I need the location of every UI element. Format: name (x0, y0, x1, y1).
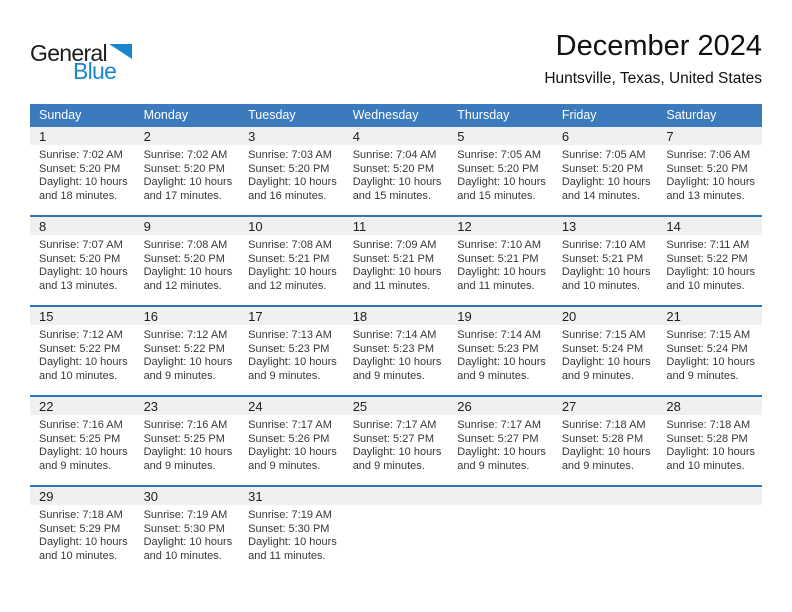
day-daylight1-text: Daylight: 10 hours (143, 266, 233, 279)
day-details (239, 505, 344, 563)
day-number: 4 (344, 127, 449, 145)
day-number: 22 (30, 397, 135, 415)
day-number: 5 (448, 127, 553, 145)
day-number: 10 (239, 217, 344, 235)
day-cell (448, 127, 553, 216)
day-daylight1-text: Daylight: 10 hours (457, 266, 546, 279)
day-details (448, 145, 553, 203)
day-details (30, 325, 135, 383)
day-number (344, 487, 449, 505)
day-daylight1-text: Daylight: 10 hours (143, 356, 233, 369)
day-sunrise-text: Sunrise: 7:17 AM (352, 419, 437, 431)
day-daylight2-text: and 9 minutes. (248, 459, 321, 472)
day-number: 26 (448, 397, 553, 415)
day-sunset-text: Sunset: 5:20 PM (352, 162, 435, 175)
day-sunrise-text: Sunrise: 7:16 AM (39, 419, 123, 431)
day-daylight2-text: and 15 minutes. (457, 189, 536, 202)
day-details (657, 235, 762, 293)
day-cell (657, 396, 762, 486)
day-sunset-text: Sunset: 5:22 PM (666, 252, 748, 265)
day-daylight2-text: and 14 minutes. (561, 189, 641, 202)
day-sunset-text: Sunset: 5:27 PM (352, 432, 435, 445)
logo-triangle-icon (109, 44, 132, 59)
day-number: 14 (657, 217, 762, 235)
day-number: 31 (239, 487, 344, 505)
day-cell (30, 396, 135, 486)
week-row (30, 486, 762, 575)
day-sunrise-text: Sunrise: 7:19 AM (248, 509, 332, 521)
weekday-header-thursday: Thursday (448, 104, 553, 127)
day-sunset-text: Sunset: 5:28 PM (561, 432, 644, 445)
day-daylight1-text: Daylight: 10 hours (143, 536, 233, 549)
day-daylight1-text: Daylight: 10 hours (666, 356, 756, 369)
day-number (448, 487, 553, 505)
day-number: 13 (553, 217, 658, 235)
day-sunrise-text: Sunrise: 7:02 AM (143, 149, 228, 161)
day-daylight2-text: and 11 minutes. (248, 549, 326, 562)
day-cell (30, 486, 135, 575)
day-sunset-text: Sunset: 5:30 PM (143, 522, 225, 535)
weekday-header-sunday: Sunday (30, 104, 135, 127)
day-sunset-text: Sunset: 5:20 PM (457, 162, 539, 175)
day-details (553, 415, 658, 473)
day-number: 27 (553, 397, 658, 415)
day-daylight1-text: Daylight: 10 hours (143, 446, 233, 459)
day-cell (239, 216, 344, 306)
day-daylight2-text: and 9 minutes. (248, 369, 321, 382)
day-sunset-text: Sunset: 5:22 PM (143, 342, 225, 355)
day-sunset-text: Sunset: 5:23 PM (352, 342, 435, 355)
day-daylight2-text: and 10 minutes. (39, 369, 118, 382)
day-daylight1-text: Daylight: 10 hours (561, 446, 651, 459)
day-number: 23 (135, 397, 240, 415)
day-number: 6 (553, 127, 658, 145)
day-cell (135, 306, 240, 396)
day-details (135, 145, 240, 203)
day-details (239, 415, 344, 473)
day-sunrise-text: Sunrise: 7:07 AM (39, 239, 123, 251)
day-number: 30 (135, 487, 240, 505)
day-cell (657, 306, 762, 396)
day-cell (448, 306, 553, 396)
day-daylight2-text: and 12 minutes. (143, 279, 222, 292)
day-details (448, 415, 553, 473)
day-daylight1-text: Daylight: 10 hours (39, 176, 128, 189)
weekday-header-tuesday: Tuesday (239, 104, 344, 127)
day-sunset-text: Sunset: 5:24 PM (561, 342, 644, 355)
weekday-header-row (30, 104, 762, 127)
day-sunrise-text: Sunrise: 7:03 AM (248, 149, 332, 161)
day-daylight2-text: and 9 minutes. (39, 459, 112, 472)
day-sunset-text: Sunset: 5:23 PM (457, 342, 539, 355)
day-cell (135, 127, 240, 216)
day-sunset-text: Sunset: 5:20 PM (39, 162, 121, 175)
day-daylight1-text: Daylight: 10 hours (457, 176, 546, 189)
day-daylight1-text: Daylight: 10 hours (248, 536, 337, 549)
day-sunrise-text: Sunrise: 7:09 AM (352, 239, 437, 251)
day-sunset-text: Sunset: 5:30 PM (248, 522, 330, 535)
day-sunset-text: Sunset: 5:20 PM (666, 162, 748, 175)
day-daylight1-text: Daylight: 10 hours (352, 266, 442, 279)
weekday-header-wednesday: Wednesday (344, 104, 449, 127)
day-cell (135, 486, 240, 575)
day-sunset-text: Sunset: 5:23 PM (248, 342, 330, 355)
day-details (553, 325, 658, 383)
day-daylight2-text: and 9 minutes. (352, 369, 425, 382)
day-number: 11 (344, 217, 449, 235)
day-sunrise-text: Sunrise: 7:18 AM (39, 509, 123, 521)
weekday-header-friday: Friday (553, 104, 658, 127)
day-details (135, 235, 240, 293)
day-details (30, 505, 135, 563)
day-sunrise-text: Sunrise: 7:04 AM (352, 149, 437, 161)
day-details (344, 235, 449, 293)
day-sunrise-text: Sunrise: 7:16 AM (143, 419, 228, 431)
day-sunset-text: Sunset: 5:20 PM (39, 252, 121, 265)
day-sunrise-text: Sunrise: 7:02 AM (39, 149, 123, 161)
day-details (344, 415, 449, 473)
day-sunset-text: Sunset: 5:20 PM (143, 252, 225, 265)
calendar-table (30, 104, 762, 575)
day-daylight2-text: and 12 minutes. (248, 279, 327, 292)
day-daylight2-text: and 9 minutes. (561, 369, 634, 382)
weekday-header-saturday: Saturday (657, 104, 762, 127)
day-details (135, 505, 240, 563)
day-sunrise-text: Sunrise: 7:10 AM (561, 239, 646, 251)
day-cell (30, 127, 135, 216)
day-details (448, 325, 553, 383)
day-daylight1-text: Daylight: 10 hours (39, 266, 128, 279)
day-number: 28 (657, 397, 762, 415)
day-number: 3 (239, 127, 344, 145)
day-sunrise-text: Sunrise: 7:15 AM (666, 329, 751, 341)
day-sunset-text: Sunset: 5:27 PM (457, 432, 539, 445)
day-daylight2-text: and 10 minutes. (561, 279, 641, 292)
day-sunrise-text: Sunrise: 7:18 AM (561, 419, 646, 431)
day-cell (344, 216, 449, 306)
day-daylight2-text: and 9 minutes. (352, 459, 425, 472)
day-sunrise-text: Sunrise: 7:11 AM (666, 239, 750, 251)
day-daylight2-text: and 16 minutes. (248, 189, 327, 202)
day-number (657, 487, 762, 505)
day-sunrise-text: Sunrise: 7:08 AM (248, 239, 332, 251)
day-sunrise-text: Sunrise: 7:14 AM (457, 329, 542, 341)
day-sunset-text: Sunset: 5:21 PM (352, 252, 435, 265)
day-details (30, 235, 135, 293)
day-sunrise-text: Sunrise: 7:05 AM (457, 149, 542, 161)
day-daylight2-text: and 13 minutes. (39, 279, 118, 292)
day-number: 12 (448, 217, 553, 235)
day-cell (553, 127, 658, 216)
day-details (553, 235, 658, 293)
day-sunrise-text: Sunrise: 7:06 AM (666, 149, 751, 161)
general-blue-logo (30, 40, 150, 86)
day-number: 7 (657, 127, 762, 145)
day-cell (657, 127, 762, 216)
day-sunset-text: Sunset: 5:21 PM (457, 252, 539, 265)
day-number: 25 (344, 397, 449, 415)
day-daylight2-text: and 10 minutes. (666, 459, 745, 472)
day-sunset-text: Sunset: 5:29 PM (39, 522, 121, 535)
day-daylight2-text: and 13 minutes. (666, 189, 745, 202)
day-daylight2-text: and 18 minutes. (39, 189, 118, 202)
day-sunset-text: Sunset: 5:21 PM (248, 252, 330, 265)
day-daylight2-text: and 11 minutes. (457, 279, 535, 292)
day-number: 15 (30, 307, 135, 325)
day-details (657, 145, 762, 203)
empty-day-cell (448, 486, 553, 575)
day-number: 16 (135, 307, 240, 325)
logo-text-blue: Blue (73, 58, 117, 84)
day-details (30, 145, 135, 203)
day-cell (135, 216, 240, 306)
day-daylight1-text: Daylight: 10 hours (248, 266, 337, 279)
day-sunrise-text: Sunrise: 7:18 AM (666, 419, 751, 431)
day-number: 1 (30, 127, 135, 145)
day-sunset-text: Sunset: 5:22 PM (39, 342, 121, 355)
page-subtitle: Huntsville, Texas, United States (544, 70, 762, 87)
day-daylight2-text: and 9 minutes. (561, 459, 634, 472)
weekday-header-monday: Monday (135, 104, 240, 127)
day-sunrise-text: Sunrise: 7:12 AM (39, 329, 123, 341)
day-daylight2-text: and 10 minutes. (666, 279, 745, 292)
day-details (239, 235, 344, 293)
day-cell (553, 216, 658, 306)
day-cell (553, 396, 658, 486)
day-sunset-text: Sunset: 5:20 PM (561, 162, 644, 175)
day-cell (239, 306, 344, 396)
day-cell (239, 486, 344, 575)
day-details (135, 415, 240, 473)
day-number: 24 (239, 397, 344, 415)
day-sunrise-text: Sunrise: 7:13 AM (248, 329, 332, 341)
day-daylight2-text: and 15 minutes. (352, 189, 431, 202)
day-daylight2-text: and 11 minutes. (352, 279, 431, 292)
day-details (448, 235, 553, 293)
empty-day-cell (344, 486, 449, 575)
day-number: 19 (448, 307, 553, 325)
day-sunset-text: Sunset: 5:21 PM (561, 252, 644, 265)
day-daylight1-text: Daylight: 10 hours (352, 176, 442, 189)
day-daylight1-text: Daylight: 10 hours (352, 446, 442, 459)
day-cell (448, 216, 553, 306)
day-number: 9 (135, 217, 240, 235)
week-row (30, 127, 762, 216)
title-block (544, 30, 762, 88)
day-daylight1-text: Daylight: 10 hours (561, 356, 651, 369)
day-daylight1-text: Daylight: 10 hours (561, 266, 651, 279)
empty-day-cell (657, 486, 762, 575)
day-daylight1-text: Daylight: 10 hours (248, 356, 337, 369)
day-sunrise-text: Sunrise: 7:05 AM (561, 149, 646, 161)
day-daylight1-text: Daylight: 10 hours (457, 356, 546, 369)
day-daylight2-text: and 9 minutes. (457, 369, 530, 382)
logo-text-general: General (30, 40, 107, 66)
day-daylight1-text: Daylight: 10 hours (39, 536, 128, 549)
day-sunset-text: Sunset: 5:25 PM (39, 432, 121, 445)
day-number: 29 (30, 487, 135, 505)
day-cell (448, 396, 553, 486)
day-cell (553, 306, 658, 396)
day-sunset-text: Sunset: 5:24 PM (666, 342, 748, 355)
day-details (657, 415, 762, 473)
day-details (135, 325, 240, 383)
day-sunset-text: Sunset: 5:26 PM (248, 432, 330, 445)
day-sunrise-text: Sunrise: 7:15 AM (561, 329, 646, 341)
day-daylight2-text: and 10 minutes. (143, 549, 222, 562)
day-daylight2-text: and 9 minutes. (457, 459, 530, 472)
day-number: 18 (344, 307, 449, 325)
day-daylight1-text: Daylight: 10 hours (561, 176, 651, 189)
day-number: 21 (657, 307, 762, 325)
day-daylight1-text: Daylight: 10 hours (457, 446, 546, 459)
day-daylight1-text: Daylight: 10 hours (39, 446, 128, 459)
day-daylight2-text: and 9 minutes. (666, 369, 739, 382)
day-details (239, 325, 344, 383)
day-sunset-text: Sunset: 5:28 PM (666, 432, 748, 445)
day-number: 8 (30, 217, 135, 235)
week-row (30, 306, 762, 396)
day-daylight2-text: and 17 minutes. (143, 189, 222, 202)
page-title: December 2024 (555, 30, 762, 62)
day-number: 20 (553, 307, 658, 325)
day-cell (30, 306, 135, 396)
day-details (344, 325, 449, 383)
day-daylight1-text: Daylight: 10 hours (352, 356, 442, 369)
day-cell (239, 396, 344, 486)
day-details (239, 145, 344, 203)
day-details (553, 145, 658, 203)
day-details (344, 145, 449, 203)
day-daylight2-text: and 10 minutes. (39, 549, 118, 562)
day-cell (135, 396, 240, 486)
day-cell (344, 396, 449, 486)
day-daylight1-text: Daylight: 10 hours (143, 176, 233, 189)
week-row (30, 396, 762, 486)
day-sunrise-text: Sunrise: 7:10 AM (457, 239, 542, 251)
day-sunset-text: Sunset: 5:20 PM (143, 162, 225, 175)
day-cell (30, 216, 135, 306)
week-row (30, 216, 762, 306)
day-daylight1-text: Daylight: 10 hours (666, 446, 756, 459)
day-sunrise-text: Sunrise: 7:08 AM (143, 239, 228, 251)
empty-day-cell (553, 486, 658, 575)
day-daylight2-text: and 9 minutes. (143, 369, 216, 382)
day-daylight1-text: Daylight: 10 hours (666, 266, 756, 279)
day-sunset-text: Sunset: 5:25 PM (143, 432, 225, 445)
day-daylight1-text: Daylight: 10 hours (248, 446, 337, 459)
day-details (657, 325, 762, 383)
day-daylight1-text: Daylight: 10 hours (248, 176, 337, 189)
day-cell (239, 127, 344, 216)
day-cell (657, 216, 762, 306)
day-cell (344, 306, 449, 396)
day-sunrise-text: Sunrise: 7:17 AM (248, 419, 332, 431)
day-sunrise-text: Sunrise: 7:12 AM (143, 329, 228, 341)
day-sunset-text: Sunset: 5:20 PM (248, 162, 330, 175)
day-daylight1-text: Daylight: 10 hours (39, 356, 128, 369)
day-daylight2-text: and 9 minutes. (143, 459, 216, 472)
day-number (553, 487, 658, 505)
day-sunrise-text: Sunrise: 7:19 AM (143, 509, 228, 521)
day-sunrise-text: Sunrise: 7:14 AM (352, 329, 437, 341)
day-number: 2 (135, 127, 240, 145)
calendar-body (30, 127, 762, 575)
day-daylight1-text: Daylight: 10 hours (666, 176, 756, 189)
day-cell (344, 127, 449, 216)
day-number: 17 (239, 307, 344, 325)
day-sunrise-text: Sunrise: 7:17 AM (457, 419, 542, 431)
day-details (30, 415, 135, 473)
